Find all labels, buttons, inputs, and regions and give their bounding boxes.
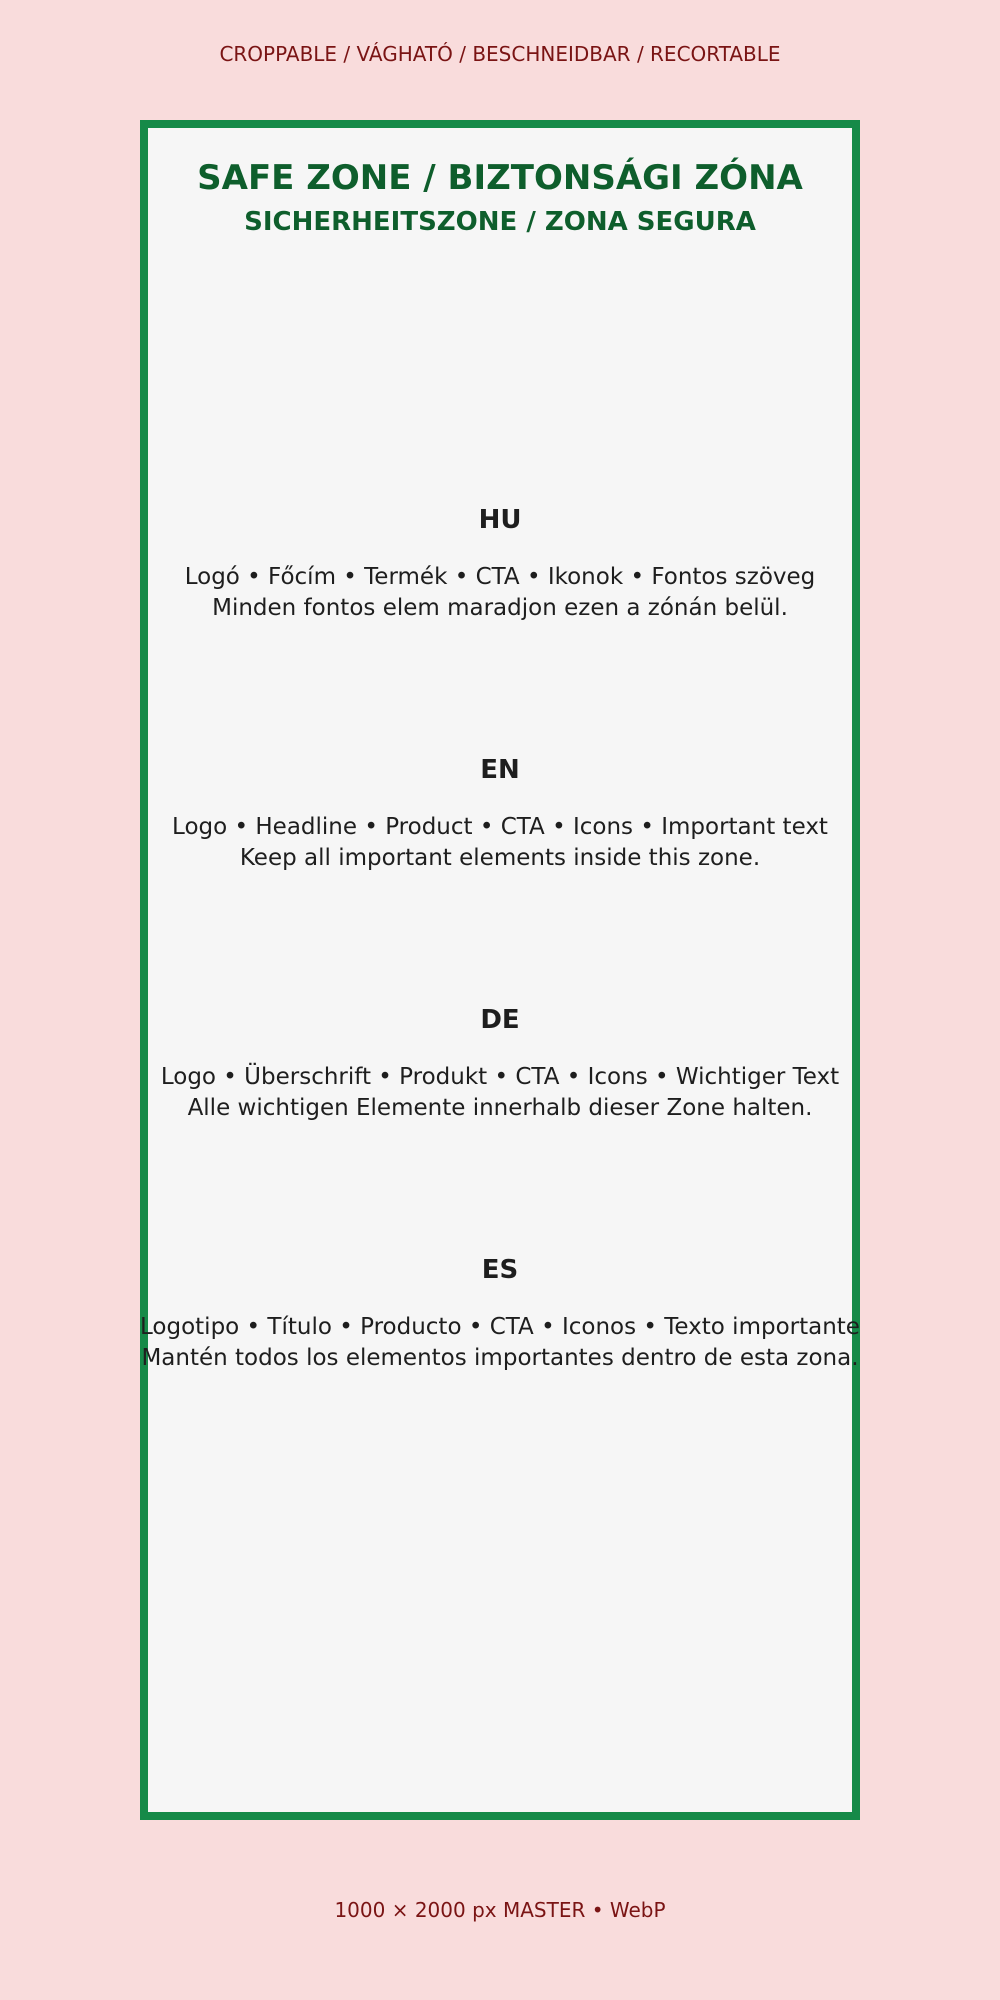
instruction-text: Mantén todos los elementos importantes dentro de esta zona.: [141, 1345, 859, 1371]
language-code: EN: [480, 755, 520, 785]
instruction-text: Minden fontos elem maradjon ezen a zónán belül.: [212, 595, 788, 621]
element-list: Logotipo • Título • Producto • CTA • Iconos • Texto importante: [140, 1314, 860, 1340]
safe-zone-subtitle: SICHERHEITSZONE / ZONA SEGURA: [244, 207, 756, 237]
language-code: ES: [481, 1255, 519, 1285]
instruction-text: Alle wichtigen Elemente innerhalb dieser Zone halten.: [187, 1095, 813, 1121]
language-code: DE: [480, 1005, 520, 1035]
language-block-hu: [0, 505, 1000, 624]
element-list: Logó • Főcím • Termék • CTA • Ikonok • Fontos szöveg: [184, 564, 816, 590]
safe-zone-title: SAFE ZONE / BIZTONSÁGI ZÓNA: [197, 158, 803, 198]
instruction-text: Keep all important elements inside this zone.: [239, 845, 761, 871]
language-block-es: [0, 1255, 1000, 1374]
language-block-en: [0, 755, 1000, 874]
language-code: HU: [478, 505, 522, 535]
element-list: Logo • Headline • Product • CTA • Icons • Important text: [172, 814, 828, 840]
safe-zone-frame: [140, 120, 860, 1820]
master-spec-label: 1000 × 2000 px MASTER • WebP: [334, 1898, 666, 1922]
language-block-de: [0, 1005, 1000, 1124]
croppable-label: CROPPABLE / VÁGHATÓ / BESCHNEIDBAR / RECORTABLE: [219, 42, 781, 66]
element-list: Logo • Überschrift • Produkt • CTA • Icons • Wichtiger Text: [160, 1064, 840, 1090]
